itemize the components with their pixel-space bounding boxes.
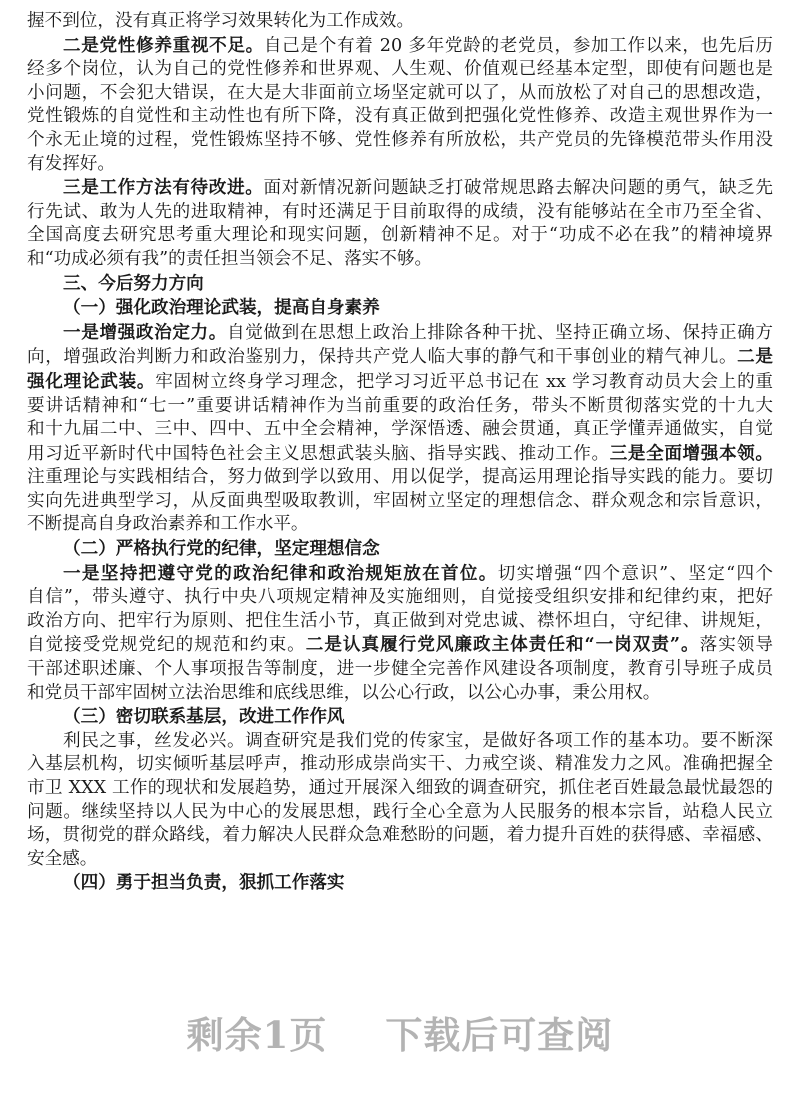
text-segment: 场，贯彻党的群众路线，着力解决人民群众急难愁盼的问题，着力提升百姓的获得感、幸福感、: [27, 825, 773, 846]
text-line: [27, 34, 773, 59]
text-segment: 要讲话精神和“七一”重要讲话精神作为当前重要的政治任务，带头不断贯彻落实党的十九大: [27, 395, 773, 416]
bold-lead-text: 二是党性修养重视不足。: [63, 34, 264, 56]
document-body: [27, 10, 773, 896]
text-line: [27, 58, 773, 82]
text-line: [27, 562, 773, 587]
text-line: [27, 633, 773, 658]
text-segment: 不断提高自身政治素养和工作水平。: [27, 514, 309, 535]
paragraph: [27, 730, 773, 872]
text-line: [27, 490, 773, 514]
text-line: [27, 418, 773, 442]
text-line: [27, 848, 773, 872]
text-line: [27, 513, 773, 537]
text-line: [27, 753, 773, 777]
text-segment: 有发挥好。: [27, 153, 115, 174]
text-segment: 自觉做到在思想上政治上排除各种干扰、坚持正确立场、保持正确方: [227, 322, 773, 343]
text-segment: 入基层机构，切实倾听基层呼声，推动形成崇尚实干、力戒空谈、精准发力之风。准确把握全: [27, 754, 773, 775]
bold-lead-text: 一是坚持把遵守党的政治纪律和政治规矩放在首位。: [63, 562, 498, 584]
section-heading: [27, 871, 773, 896]
bold-lead-text: 强化理论武装。: [27, 370, 156, 392]
remaining-pages-label: 剩余1页: [186, 1013, 328, 1057]
section-heading: [27, 272, 773, 297]
text-line: [27, 395, 773, 419]
text-line: [27, 466, 773, 490]
text-line: [27, 658, 773, 682]
text-line: [27, 345, 773, 370]
text-line: [27, 370, 773, 395]
text-line: [27, 586, 773, 610]
text-line: [27, 442, 773, 467]
text-segment: 实向先进典型学习，从反面典型吸取教训，牢固树立坚定的理想信念、群众观念和宗旨意识，: [27, 490, 773, 511]
text-segment: 和十九届二中、三中、四中、五中全会精神，学深悟透、融会贯通，真正学懂弄通做实，自觉: [27, 419, 773, 440]
text-line: [27, 176, 773, 201]
bold-lead-text: 三是工作方法有待改进。: [63, 177, 264, 199]
text-line: [27, 801, 773, 825]
paragraph: [27, 176, 773, 271]
text-segment: （四）勇于担当负责，狠抓工作落实: [63, 872, 345, 894]
text-line: [27, 129, 773, 153]
text-line: [27, 777, 773, 801]
text-line: [27, 248, 773, 272]
text-line: [27, 153, 773, 177]
paragraph: [27, 34, 773, 177]
text-segment: 干部述职述廉、个人事项报告等制度，进一步健全完善作风建设各项制度，教育引导班子成员: [27, 659, 773, 680]
text-segment: 全国高度去研究思考重大理论和现实问题，创新精神不足。对于“功成不必在我”的精神境界: [27, 225, 773, 246]
bold-lead-text: 一是增强政治定力。: [63, 321, 227, 343]
bold-lead-text: 二是认真履行党风廉政主体责任和“一岗双责”。: [305, 634, 700, 656]
text-segment: 牢固树立终身学习理念，把学习习近平总书记在 xx 学习教育动员大会上的重: [155, 371, 773, 392]
text-segment: 政治方向、把牢行为原则、把住生活小节，真正做到对党忠诚、襟怀坦白，守纪律、讲规矩，: [27, 610, 773, 631]
text-line: [27, 321, 773, 346]
text-segment: 注重理论与实践相结合，努力做到学以致用、用以促学，提高运用理论指导实践的能力。要切: [27, 467, 773, 488]
section-heading: [27, 705, 773, 730]
text-segment: 小问题，不会犯大错误，在大是大非面前立场坚定就可以了，从而放松了对自己的思想改造，: [27, 82, 773, 103]
text-segment: 经多个岗位，认为自己的党性修养和世界观、人生观、价值观已经基本定型，即使有问题也是: [27, 59, 773, 80]
text-segment: 和“功成必须有我”的责任担当领会不足、落实不够。: [27, 248, 433, 269]
text-line: [27, 105, 773, 129]
text-segment: 行先试、敢为人先的进取精神，有时还满足于目前取得的成绩，没有能够站在全市乃至全省、: [27, 201, 773, 222]
download-prompt: [0, 1005, 800, 1059]
text-line: [27, 871, 773, 896]
text-segment: （一）强化政治理论武装，提高自身素养: [63, 297, 380, 319]
text-line: [27, 610, 773, 634]
text-segment: 和党员干部牢固树立法治思维和底线思维，以公心行政，以公心办事，秉公用权。: [27, 682, 661, 703]
section-heading: [27, 537, 773, 562]
text-segment: 握不到位，没有真正将学习效果转化为工作成效。: [27, 11, 415, 31]
text-segment: （三）密切联系基层，改进工作作风: [63, 706, 345, 728]
text-line: [27, 705, 773, 730]
text-line: [27, 10, 773, 34]
text-segment: 落实领导: [699, 635, 773, 656]
paragraph: [27, 562, 773, 706]
text-segment: 切实增强“四个意识”、坚定“四个: [497, 563, 773, 584]
text-segment: 三、今后努力方向: [63, 272, 204, 294]
text-segment: 党性锻炼的自觉性和主动性也有所下降，没有真正做到把强化党性修养、改造主观世界作为一: [27, 106, 773, 127]
text-line: [27, 682, 773, 706]
bold-lead-text: 三是全面增强本领。: [609, 442, 773, 464]
text-segment: 问题。继续坚持以人民为中心的发展思想，践行全心全意为人民服务的根本宗旨，站稳人民立: [27, 801, 773, 822]
text-segment: 利民之事，丝发必兴。调查研究是我们党的传家宝，是做好各项工作的基本功。要不断深: [63, 730, 773, 751]
text-segment: 用习近平新时代中国特色社会主义思想武装头脑、指导实践、推动工作。: [27, 443, 610, 464]
text-line: [27, 201, 773, 225]
text-line: [27, 730, 773, 754]
download-to-view-label[interactable]: 下载后可查阅: [385, 1013, 614, 1057]
text-segment: 自觉接受党规党纪的规范和约束。: [27, 635, 306, 656]
text-segment: 自信”，带头遵守、执行中央八项规定精神及实施细则，自觉接受组织安排和纪律约束，把好: [27, 587, 773, 608]
text-line: [27, 82, 773, 106]
text-line: [27, 537, 773, 562]
section-heading: [27, 296, 773, 321]
text-segment: 个永无止境的过程，党性锻炼坚持不够、党性修养有所放松，共产党员的先锋模范带头作用没: [27, 129, 773, 150]
text-segment: 向，增强政治判断力和政治鉴别力，保持共产党人临大事的静气和干事创业的精气神儿。: [27, 347, 738, 368]
text-segment: （二）严格执行党的纪律，坚定理想信念: [63, 538, 380, 560]
text-line: [27, 296, 773, 321]
text-line: [27, 824, 773, 848]
text-line: [27, 224, 773, 248]
bold-lead-text: 二是: [737, 346, 773, 368]
text-segment: 市卫 XXX 工作的现状和发展趋势，通过开展深入细致的调查研究，抓住老百姓最急最忧最怨的: [27, 778, 773, 798]
paragraph: [27, 321, 773, 537]
text-segment: 面对新情况新问题缺乏打破常规思路去解决问题的勇气，缺乏先: [263, 178, 773, 199]
text-segment: 安全感。: [27, 848, 98, 869]
text-segment: 自己是个有着 20 多年党龄的老党员，参加工作以来，也先后历: [263, 35, 773, 56]
paragraph: [27, 10, 773, 34]
text-line: [27, 272, 773, 297]
